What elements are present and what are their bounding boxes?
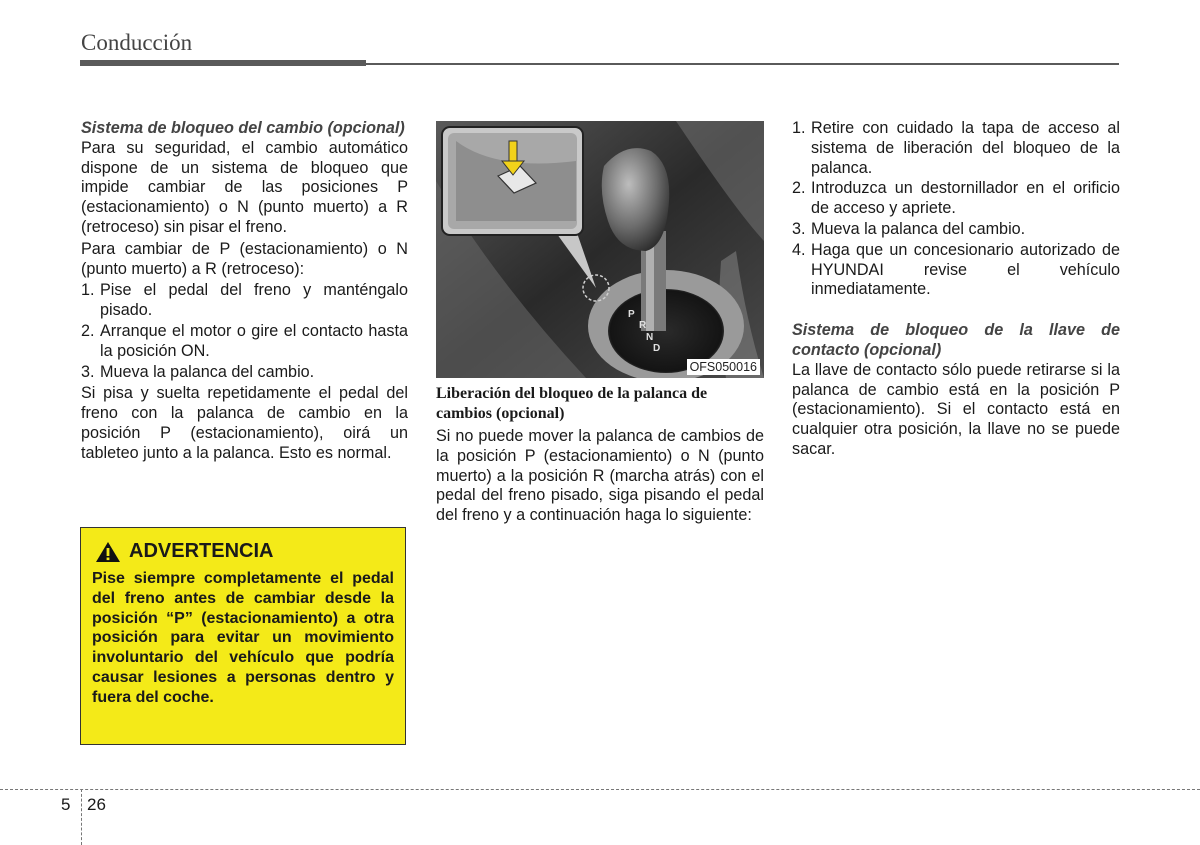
page-header-title: Conducción <box>81 30 193 55</box>
section-number: 5 <box>61 795 71 814</box>
warning-triangle-icon <box>95 541 121 563</box>
shift-lever-photo <box>436 121 764 378</box>
column-middle <box>436 427 764 528</box>
paragraph: Para su seguridad, el cambio automático dispone de un sistema de bloqueo que impide cambiar de las posiciones P (estacionamiento) o N (punto muerto) a R (retroceso) sin pisar el freno. <box>81 138 408 236</box>
footer-divider <box>81 789 82 845</box>
page-number-value: 26 <box>87 795 106 814</box>
gear-letter-p: P <box>628 309 635 320</box>
paragraph: Si pisa y suelta repetidamente el pedal del freno con la palanca de cambio en la posición P (estacionamiento), oirá un tableteo junto a la palanca. Esto es normal. <box>81 384 408 462</box>
list-item: 1. Pise el pedal del freno y manténgalo pisado. <box>81 281 408 320</box>
footer-rule <box>0 789 1200 790</box>
figure-caption: Liberación del bloqueo de la palanca de cambios (opcional) <box>436 385 708 422</box>
warning-header <box>95 540 394 563</box>
list-item: 3. Mueva la palanca del cambio. <box>81 362 315 381</box>
header-rule-thin <box>366 63 1119 65</box>
column-right <box>792 119 1120 462</box>
section-subtitle-shift-lock: Sistema de bloqueo del cambio (opcional) <box>81 119 405 137</box>
list-item: 2. Introduzca un destornillador en el orificio de acceso y apriete. <box>792 179 1120 218</box>
gear-letter-r: R <box>639 320 647 331</box>
header-rule-thick <box>80 60 366 66</box>
list-item: 2. Arranque el motor o gire el contacto hasta la posición ON. <box>81 321 408 360</box>
gear-letter-d: D <box>653 343 661 354</box>
paragraph: Si no puede mover la palanca de cambios de la posición P (estacionamiento) o N (punto muerto) a la posición R (marcha atrás) con el pedal del freno pisado, siga pisando el pedal del freno y a continuación haga lo siguiente: <box>436 427 764 525</box>
gear-letter-n: N <box>646 332 654 343</box>
column-left <box>81 119 408 466</box>
section-subtitle-key-lock: Sistema de bloqueo de la llave de contacto (opcional) <box>792 321 1120 359</box>
warning-text: Pise siempre completamente el pedal del freno antes de cambiar desde la posición “P” (estacionamiento) a otra posición para evitar un movimiento involuntario del vehículo que podría causar lesiones a personas dentro y fuera del coche. <box>92 570 394 706</box>
list-item: 1. Retire con cuidado la tapa de acceso al sistema de liberación del bloqueo de la palanca. <box>792 119 1120 177</box>
paragraph: Para cambiar de P (estacionamiento) o N (punto muerto) a R (retroceso): <box>81 239 408 278</box>
shift-lever-illustration <box>436 121 764 378</box>
warning-title: ADVERTENCIA <box>129 540 274 562</box>
list-item: 3. Mueva la palanca del cambio. <box>792 219 1026 238</box>
figure-label: OFS050016 <box>687 359 760 375</box>
warning-box <box>80 527 406 745</box>
paragraph: La llave de contacto sólo puede retirarse si la palanca de cambio está en la posición P (estacionamiento). Si el contacto está en cualquier otra posición, la llave no se puede sacar. <box>792 360 1120 458</box>
steps-list <box>792 119 1120 300</box>
steps-list <box>81 281 408 382</box>
list-item: 4. Haga que un concesionario autorizado de HYUNDAI revise el vehículo inmediatamente. <box>792 240 1120 299</box>
